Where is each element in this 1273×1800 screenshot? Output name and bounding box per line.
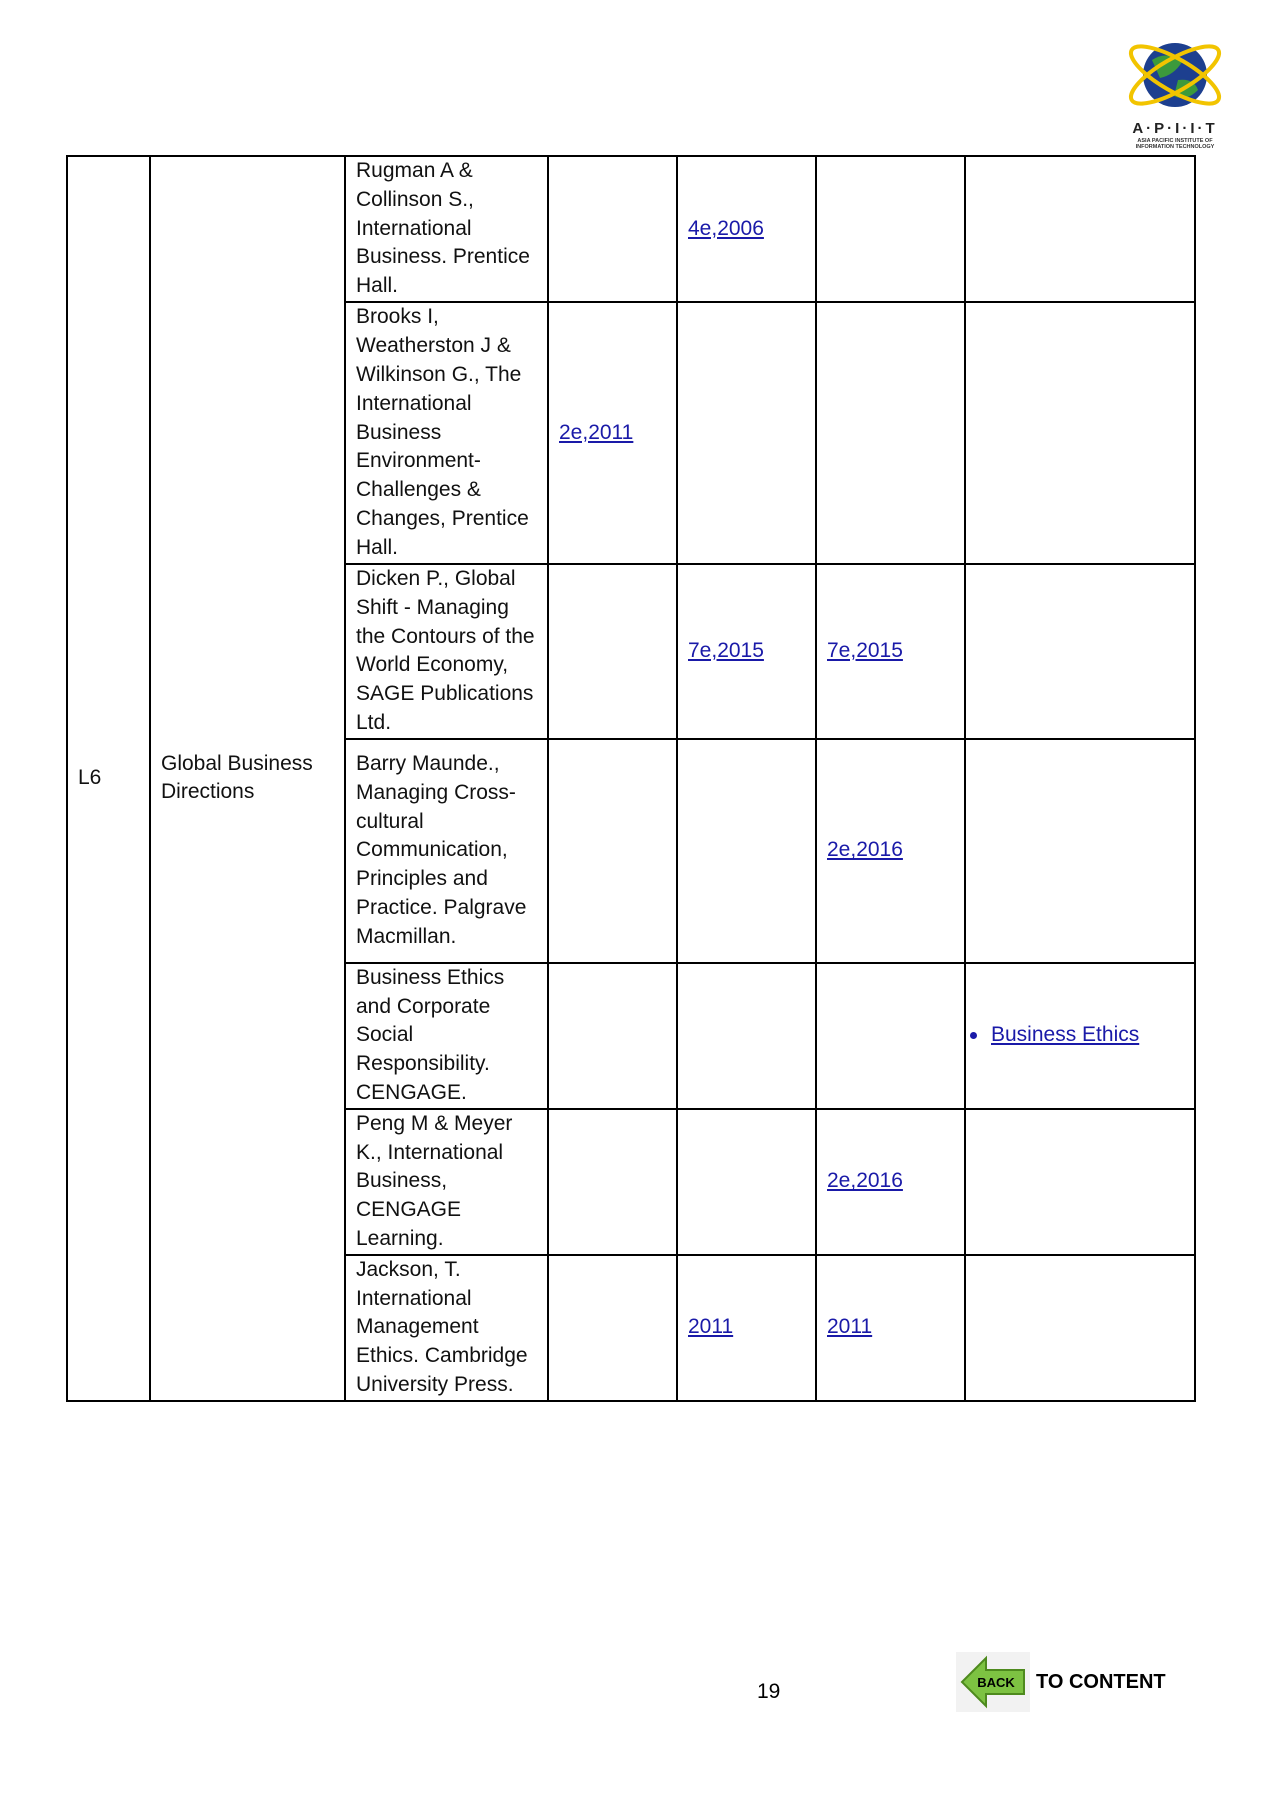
edition-link[interactable]: 4e,2006 [688,216,764,240]
edition-cell [816,156,965,302]
edition-link[interactable]: 7e,2015 [688,638,764,662]
edition-cell [548,564,677,739]
edition-cell [677,739,816,963]
edition-cell [677,564,816,739]
table-row [67,156,1195,302]
reading-list-table [66,155,1196,1402]
edition-cell [677,1255,816,1401]
resource-list-item [970,1021,1184,1050]
edition-cell [548,156,677,302]
reference-cell: Peng M & Meyer K., International Business, CENGAGE Learning. [345,1109,548,1255]
reference-cell: Rugman A & Collinson S., International Business. Prentice Hall. [345,156,548,302]
module-cell: Global Business Directions [150,156,345,1401]
edition-cell [816,1255,965,1401]
logo-subtitle-line2: INFORMATION TECHNOLOGY [1135,144,1215,150]
level-cell: L6 [67,156,150,1401]
back-badge: BACK [977,1675,1015,1690]
logo-subtitle-line1: ASIA PACIFIC INSTITUTE OF [1137,138,1213,144]
bullet-icon [970,1032,977,1039]
reference-cell: Business Ethics and Corporate Social Responsibility. CENGAGE. [345,963,548,1109]
logo-subtitle [1112,138,1238,150]
edition-cell [816,1109,965,1255]
edition-cell [677,963,816,1109]
reference-cell: Jackson, T. International Management Ethics. Cambridge University Press. [345,1255,548,1401]
reference-cell: Barry Maunde., Managing Cross-cultural Communication, Principles and Practice. Palgrave Macmillan. [345,739,548,963]
edition-link[interactable]: 7e,2015 [827,638,903,662]
resource-cell [965,1255,1195,1401]
edition-cell [816,963,965,1109]
resource-cell [965,156,1195,302]
edition-cell [677,156,816,302]
edition-cell [816,302,965,564]
edition-link[interactable]: 2e,2016 [827,838,903,862]
resource-cell [965,302,1195,564]
edition-link[interactable]: 2e,2011 [559,420,634,444]
resource-cell [965,739,1195,963]
business-ethics-link[interactable]: Business Ethics [991,1023,1140,1047]
edition-cell [816,739,965,963]
logo-title: A·P·I·I·T [1132,120,1218,137]
edition-cell [548,739,677,963]
edition-cell [677,1109,816,1255]
back-arrow-icon [956,1652,1030,1712]
reference-cell: Dicken P., Global Shift - Managing the Contours of the World Economy, SAGE Publications Ltd. [345,564,548,739]
edition-link[interactable]: 2011 [827,1315,873,1339]
edition-cell [816,564,965,739]
back-to-content-button[interactable] [956,1652,1166,1712]
edition-cell [548,963,677,1109]
edition-link[interactable]: 2e,2016 [827,1169,903,1193]
page-number: 19 [757,1680,781,1703]
resource-cell [965,564,1195,739]
edition-link[interactable]: 2011 [688,1315,734,1339]
edition-cell [677,302,816,564]
edition-cell [548,302,677,564]
edition-cell [548,1255,677,1401]
back-label[interactable]: TO CONTENT [1036,1670,1166,1693]
resource-cell [965,1109,1195,1255]
reference-cell: Brooks I, Weatherston J & Wilkinson G., The International Business Environment- Challenges & Changes, Prentice Hall. [345,302,548,564]
resource-cell [965,963,1195,1109]
edition-cell [548,1109,677,1255]
